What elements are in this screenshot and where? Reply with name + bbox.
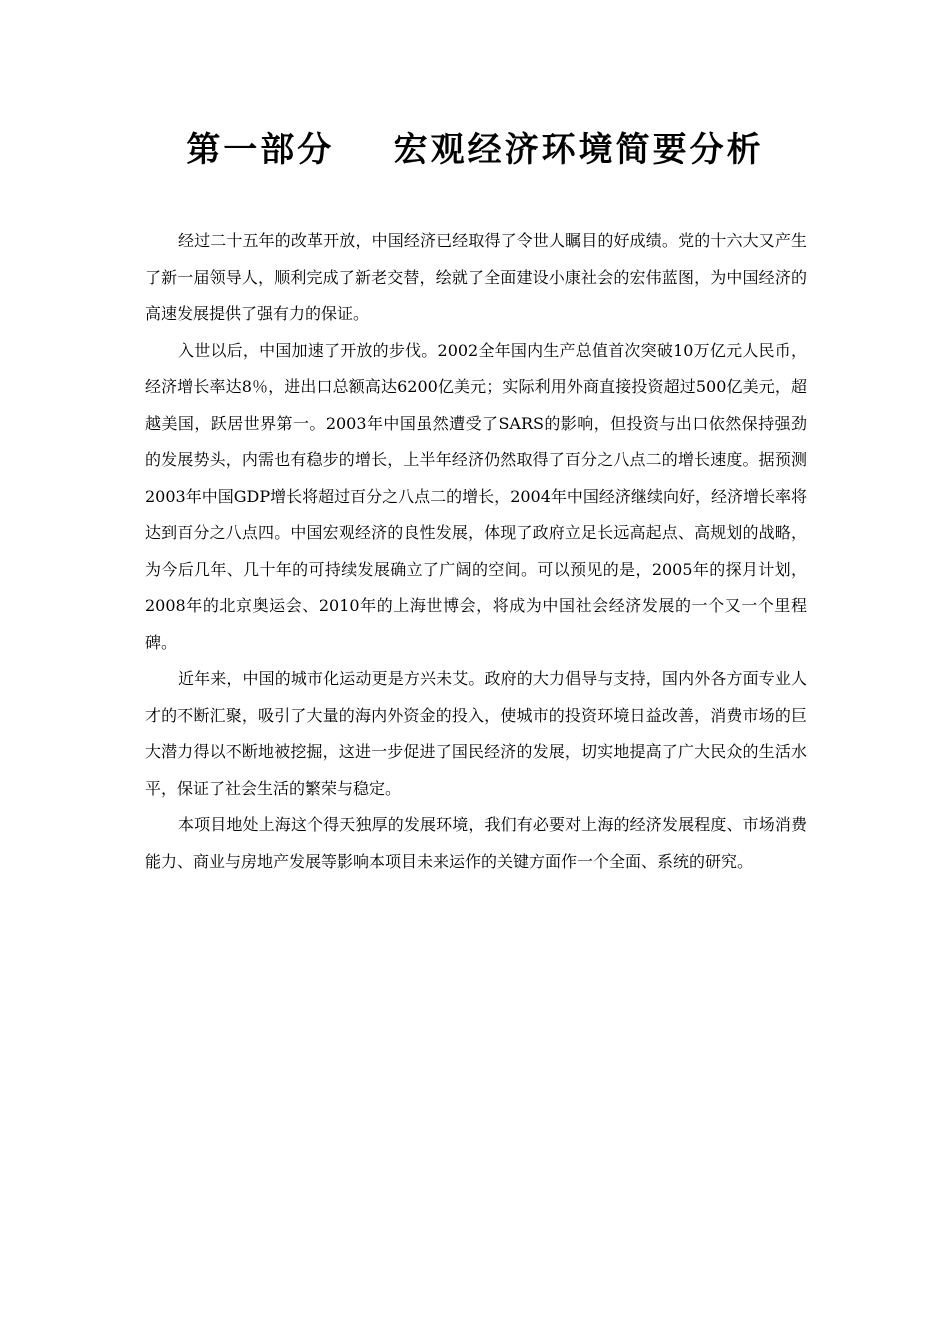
paragraph-4: 本项目地处上海这个得天独厚的发展环境，我们有必要对上海的经济发展程度、市场消费能力、商业与房地产发展等影响本项目未来运作的关键方面作一个全面、系统的研究。 (145, 815, 807, 871)
paragraph-2: 入世以后，中国加速了开放的步伐。2002全年国内生产总值首次突破10万亿元人民币，经济增长率达8％，进出口总额高达6200亿美元；实际利用外商直接投资超过500亿美元，超越美国，跃居世界第一。2003年中国虽然遭受了SARS的影响，但投资与出口依然保持强劲的发展势头，内需也有稳步的增长，上半年经济仍然取得了百分之八点二的增长速度。据预测2003年中国GDP增长将超过百分之八点二的增长，2004年中国经济继续向好，经济增长率将达到百分之八点四。中国宏观经济的良性发展，体现了政府立足长远高起点、高规划的战略，为今后几年、几十年的可持续发展确立了广阔的空间。可以预见的是，2005年的探月计划，2008年的北京奥运会、2010年的上海世博会，将成为中国社会经济发展的一个又一个里程碑。 (145, 340, 807, 652)
paragraph-3: 近年来，中国的城市化运动更是方兴未艾。政府的大力倡导与支持，国内外各方面专业人才的不断汇聚，吸引了大量的海内外资金的投入，使城市的投资环境日益改善，消费市场的巨大潜力得以不断地被挖掘，这进一步促进了国民经济的发展，切实地提高了广大民众的生活水平，保证了社会生活的繁荣与稳定。 (145, 669, 807, 798)
document-body (145, 223, 807, 880)
paragraph-1: 经过二十五年的改革开放，中国经济已经取得了令世人瞩目的好成绩。党的十六大又产生了新一届领导人，顺利完成了新老交替，绘就了全面建设小康社会的宏伟蓝图，为中国经济的高速发展提供了强有力的保证。 (145, 231, 807, 323)
page-title: 第一部分 宏观经济环境简要分析 (186, 130, 764, 170)
